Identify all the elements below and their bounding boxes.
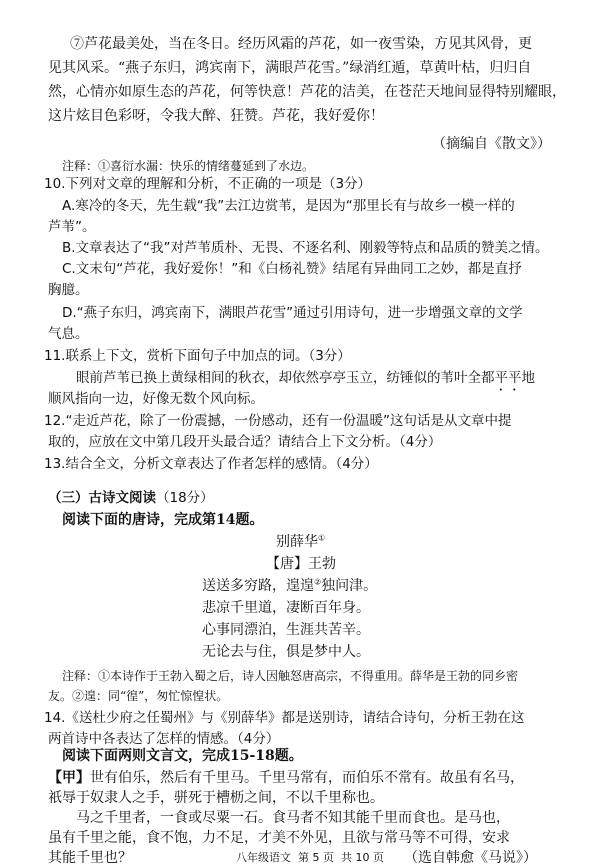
question-11-sentence: 眼前芦苇已换上黄绿相间的秋衣，却依然亭亭玉立，纺锤似的苇叶全都平平地 bbox=[76, 370, 535, 386]
jia-source: （选自韩愈《马说》） bbox=[404, 850, 537, 866]
poem-note-1: 注释：①本诗作于王勃入蜀之后，诗人因触怒唐高宗，不得重用。薛华是王勃的同乡密 bbox=[62, 669, 519, 683]
jia-line-4: 虽有千里之能，食不饱，力不足，才美不外见，且欲与常马等不可得，安求 bbox=[48, 830, 510, 846]
option-b: B.文章表达了“我”对芦苇质朴、无畏、不逐名利、刚毅等特点和品质的赞美之情。 bbox=[62, 240, 549, 256]
jia-line-1: 【甲】世有伯乐，然后有千里马。千里马常有，而伯乐不常有。故虽有名马， bbox=[48, 770, 524, 786]
poem-line-4: 无论去与住，俱是梦中人。 bbox=[202, 644, 370, 660]
passage-line: 见其风采。“燕子东归，鸿宾南下，满眼芦花雪。”绿消红遁，草黄叶枯，归归自 bbox=[48, 60, 532, 76]
poem-line-2: 悲凉千里道，凄断百年身。 bbox=[202, 600, 370, 616]
poem-author: 【唐】王勃 bbox=[266, 556, 336, 572]
option-a-cont: 芦苇”。 bbox=[48, 219, 96, 235]
option-d-cont: 气息。 bbox=[48, 326, 89, 342]
poem-note-2: 友。②遑：同“徨”，匆忙惊惶状。 bbox=[48, 689, 229, 703]
passage-line: 这片炫目色彩呀，令我大醉、狂赞。芦花，我好爱你！ bbox=[48, 108, 384, 124]
section-3-instruction-2: 阅读下面两则文言文，完成15-18题。 bbox=[62, 748, 303, 764]
page-footer: 八年级语文 第 5 页 共 10 页 bbox=[236, 851, 384, 864]
jia-line-2: 祇辱于奴隶人之手，骈死于槽枥之间，不以千里称也。 bbox=[48, 790, 384, 806]
dotted-word: 平平 bbox=[494, 370, 522, 386]
question-14-line2: 两首诗中各表达了怎样的情感。（4分） bbox=[48, 731, 280, 747]
passage-source: （摘编自《散文》） bbox=[432, 136, 551, 152]
poem-line-1: 送送多穷路，遑遑②独问津。 bbox=[202, 577, 378, 594]
question-12-line1: 12.“走近芦花，除了一份震撼，一份感动，还有一份温暖”这句话是从文章中提 bbox=[44, 413, 512, 429]
poem-line-3: 心事同漂泊，生涯共苦辛。 bbox=[202, 622, 370, 638]
question-14-line1: 14.《送杜少府之任蜀州》与《别薛华》都是送别诗，请结合诗句，分析王勃在这 bbox=[44, 710, 525, 726]
passage-line: ⑦芦花最美处，当在冬日。经历风霜的芦花，如一夜雪染，方见其风骨，更 bbox=[70, 36, 532, 52]
section-3-heading: （三）古诗文阅读（18分） bbox=[48, 490, 214, 506]
option-a: A.寒冷的冬天，先生载“我”去江边赏苇，是因为“那里长有与故乡一模一样的 bbox=[62, 198, 515, 214]
option-c: C.文末句“芦花，我好爱你！”和《白杨礼赞》结尾有异曲同工之妙，都是直抒 bbox=[62, 261, 522, 277]
passage-line: 然，心情亦如原生态的芦花，何等快意！芦花的洁美，在苍茫天地间显得特别耀眼， bbox=[48, 84, 566, 100]
question-11-stem: 11.联系上下文，赏析下面句子中加点的词。（3分） bbox=[44, 348, 351, 364]
section-3-instruction: 阅读下面的唐诗，完成第14题。 bbox=[62, 512, 264, 528]
jia-line-3: 马之千里者，一食或尽粟一石。食马者不知其能千里而食也。是马也， bbox=[76, 810, 510, 826]
question-11-sentence-cont: 顺风指向一边，好像无数个风向标。 bbox=[48, 391, 264, 407]
passage-note: 注释：①喜衍水漏：快乐的情绪蔓延到了水边。 bbox=[62, 159, 315, 173]
question-10-stem: 10.下列对文章的理解和分析，不正确的一项是（3分） bbox=[44, 176, 372, 192]
option-c-cont: 胸臆。 bbox=[48, 282, 89, 298]
jia-line-5: 其能千里也？ bbox=[48, 850, 132, 866]
question-13: 13.结合全文，分析文章表达了作者怎样的感情。（4分） bbox=[44, 456, 378, 472]
poem-title: 别薛华① bbox=[276, 533, 326, 550]
option-d: D.“燕子东归，鸿宾南下，满眼芦花雪”通过引用诗句，进一步增强文章的文学 bbox=[62, 305, 523, 321]
question-12-line2: 取的，应放在文中第几段开头最合适？请结合上下文分析。（4分） bbox=[48, 434, 442, 450]
